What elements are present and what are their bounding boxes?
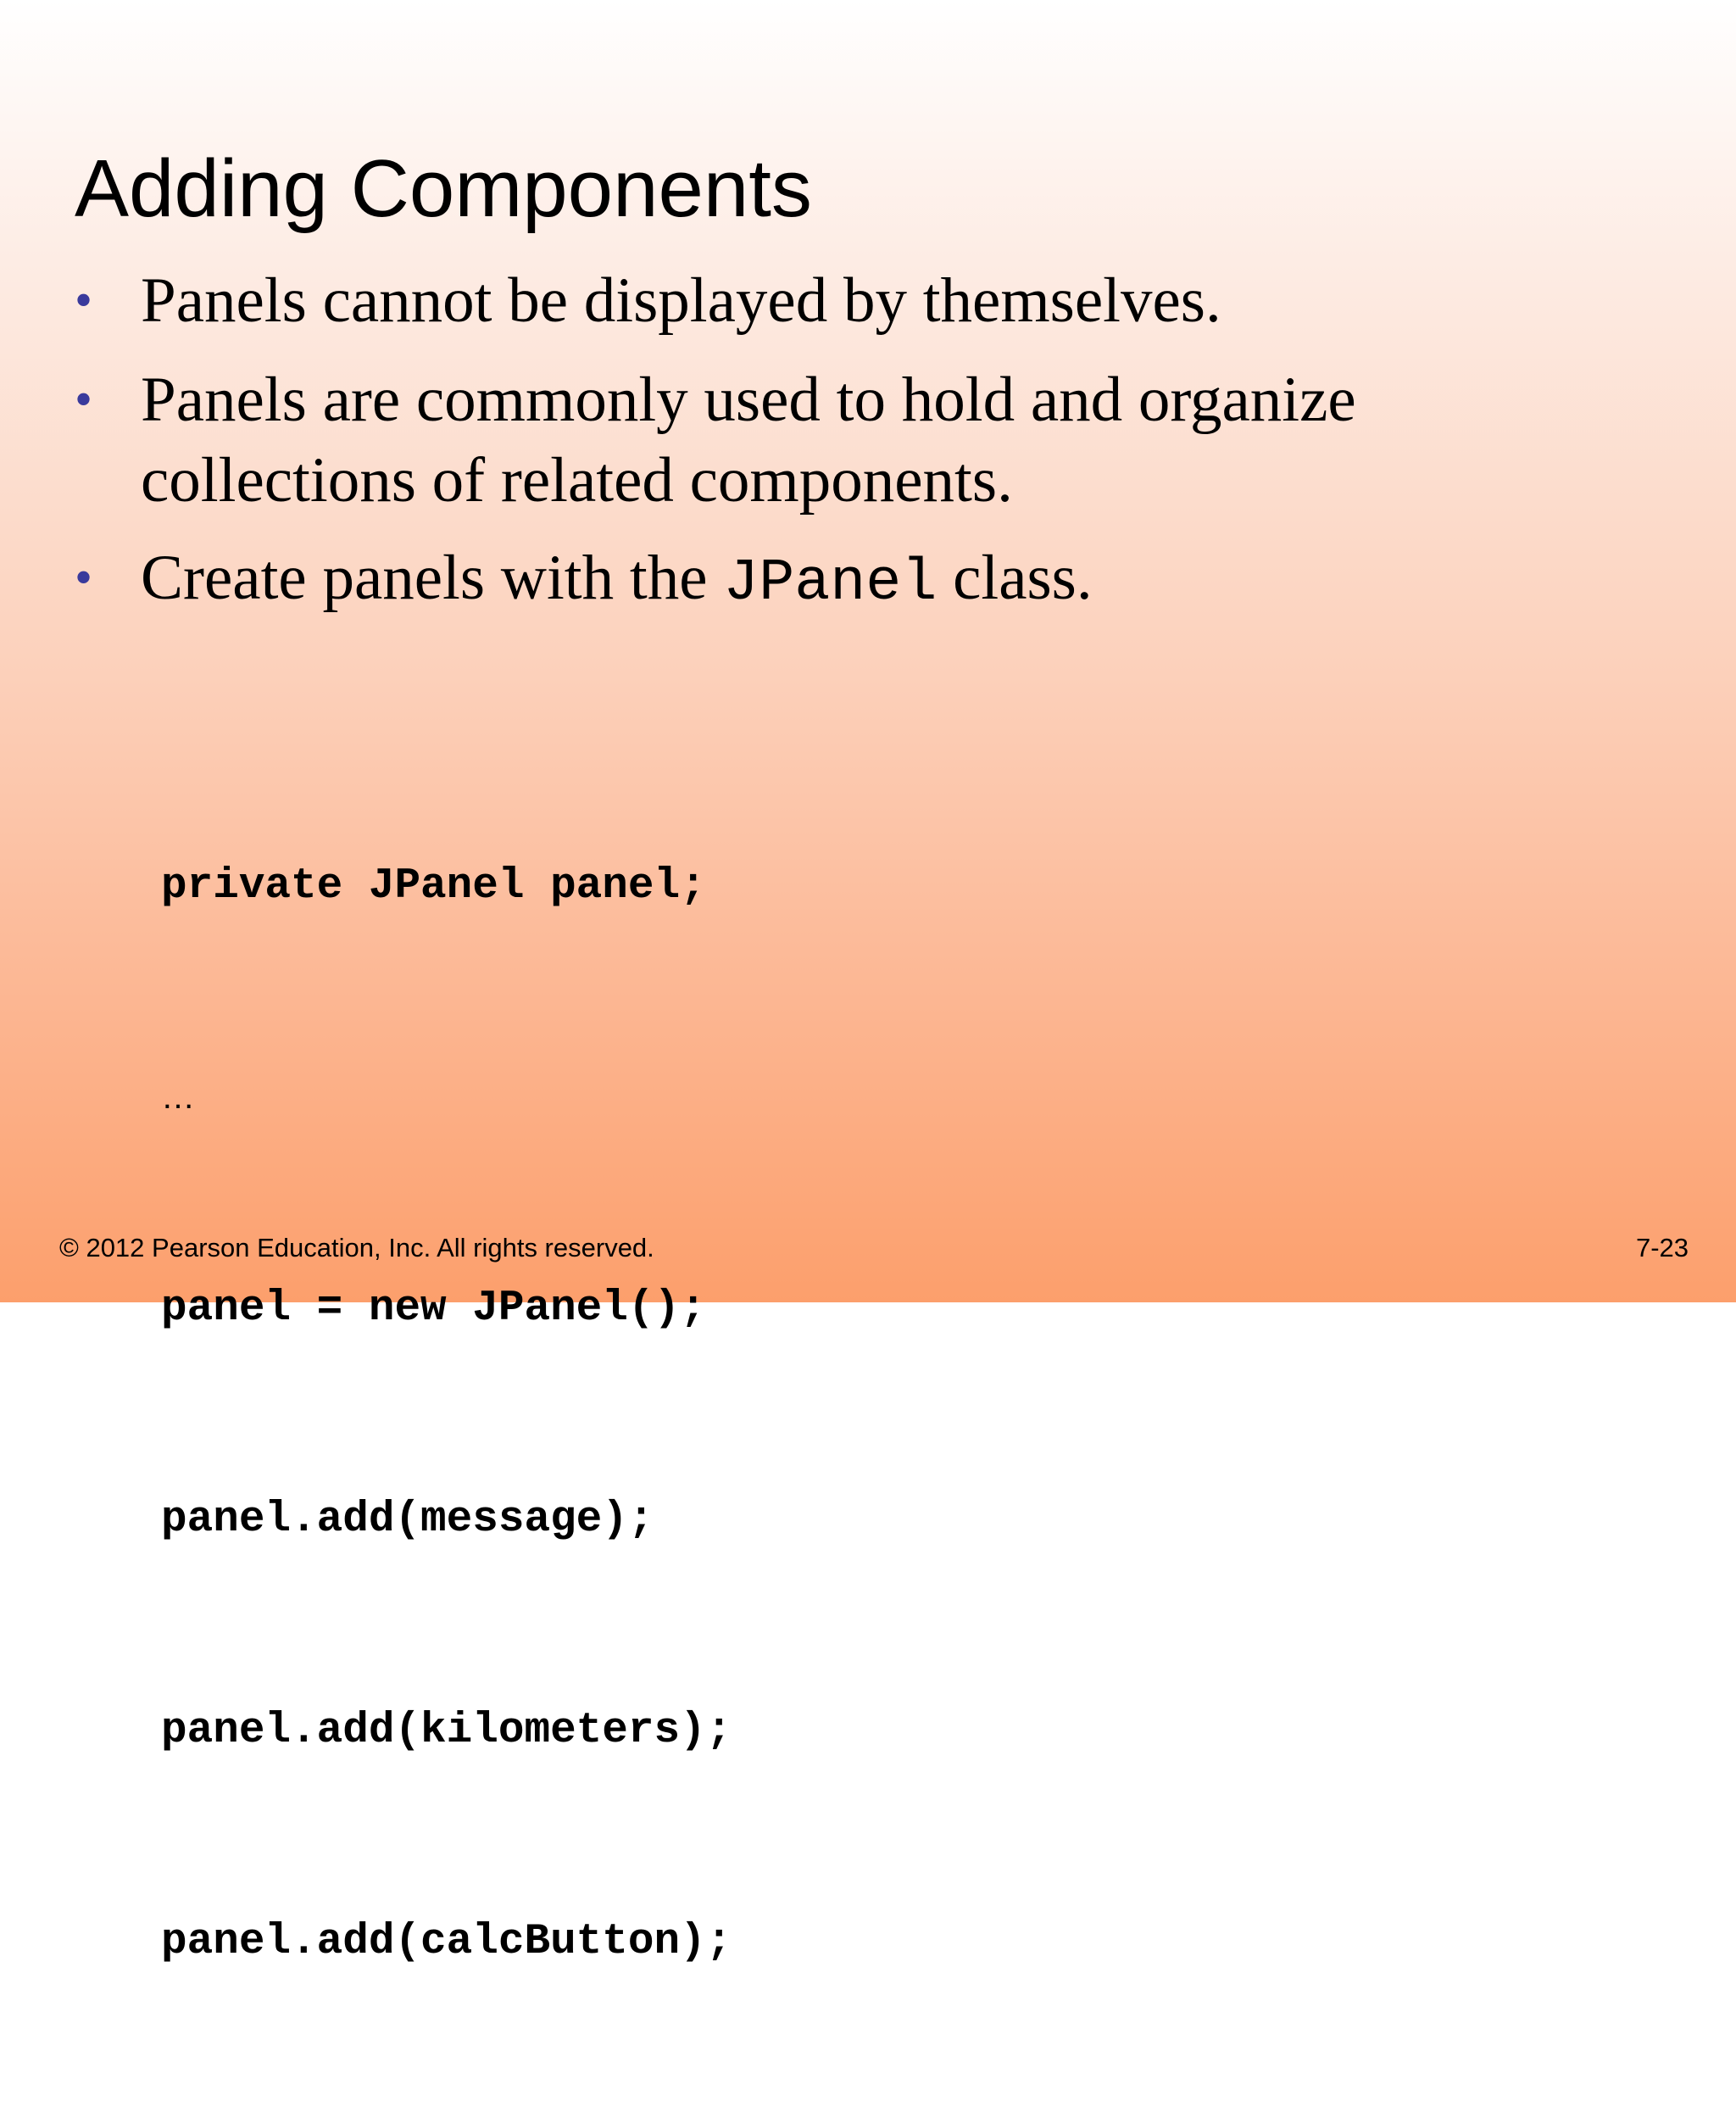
code-line: panel.add(message); [161,1496,654,1544]
code-line: panel.add(calcButton); [161,1918,732,1966]
bullet-marker: • [75,371,93,427]
slide-title: Adding Components [75,143,812,234]
bullet-text-before: Create panels with the [141,543,724,613]
bullet-marker: • [75,549,93,605]
code-line: panel.add(kilometers); [161,1707,732,1755]
code-line: private JPanel panel; [161,862,706,911]
inline-code: JPanel [723,550,938,617]
bullet-text [75,538,1600,624]
code-line-ellipsis: … [161,1079,195,1116]
copyright-notice: © 2012 Pearson Education, Inc. All rights reserved. [59,1233,654,1262]
bullet-item [75,538,1600,624]
bullet-text: Panels cannot be displayed by themselves. [141,265,1221,336]
bullet-marker: • [75,272,93,328]
slide-number: 7-23 [1635,1233,1689,1262]
bullet-item [75,260,1600,341]
code-block [161,711,732,2118]
bullet-text-after: class. [937,543,1093,613]
bullet-text: Panels are commonly used to hold and organize collections of related components. [141,365,1356,516]
bullet-item [75,360,1600,521]
code-line: panel = new JPanel(); [161,1285,706,1333]
